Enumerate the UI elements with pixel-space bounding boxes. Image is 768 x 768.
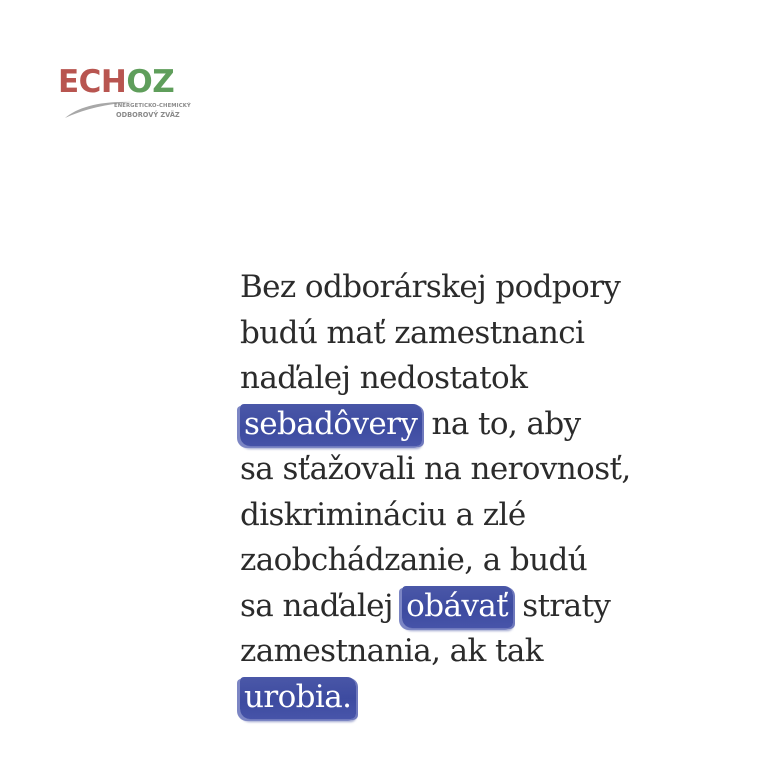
quote-line: sa sťažovali na nerovnosť, [240, 451, 631, 487]
logo-wordmark-green: OZ [126, 64, 175, 100]
quote-fragment: straty [513, 587, 611, 624]
logo-subtitle-line2: ODBOROVÝ ZVÄZ [116, 111, 180, 119]
quote-fragment: na to, aby [422, 405, 581, 442]
quote-line: zaobchádzanie, a budú [240, 542, 588, 578]
quote-text [240, 265, 760, 720]
logo-subtitle-line1: ENERGETICKO-CHEMICKÝ [114, 103, 191, 109]
logo-subtitle [114, 102, 191, 120]
logo-wordmark-red: ECH [58, 64, 127, 100]
quote-line: budú mať zamestnanci [240, 314, 585, 351]
quote-line [240, 675, 760, 721]
highlighted-word: obávať [402, 586, 513, 628]
quote-line: naďalej nedostatok [240, 360, 528, 396]
echoz-logo [58, 64, 208, 124]
quote-fragment: sa naďalej [240, 587, 403, 624]
quote-line [240, 584, 760, 630]
highlighted-word: urobia. [240, 677, 356, 719]
quote-line [240, 402, 760, 448]
quote-line: zamestnania, ak tak [240, 633, 543, 669]
quote-line: Bez odborárskej podpory [240, 269, 621, 305]
highlighted-word: sebadôvery [240, 404, 422, 446]
quote-line: diskrimináciu a zlé [240, 496, 526, 533]
